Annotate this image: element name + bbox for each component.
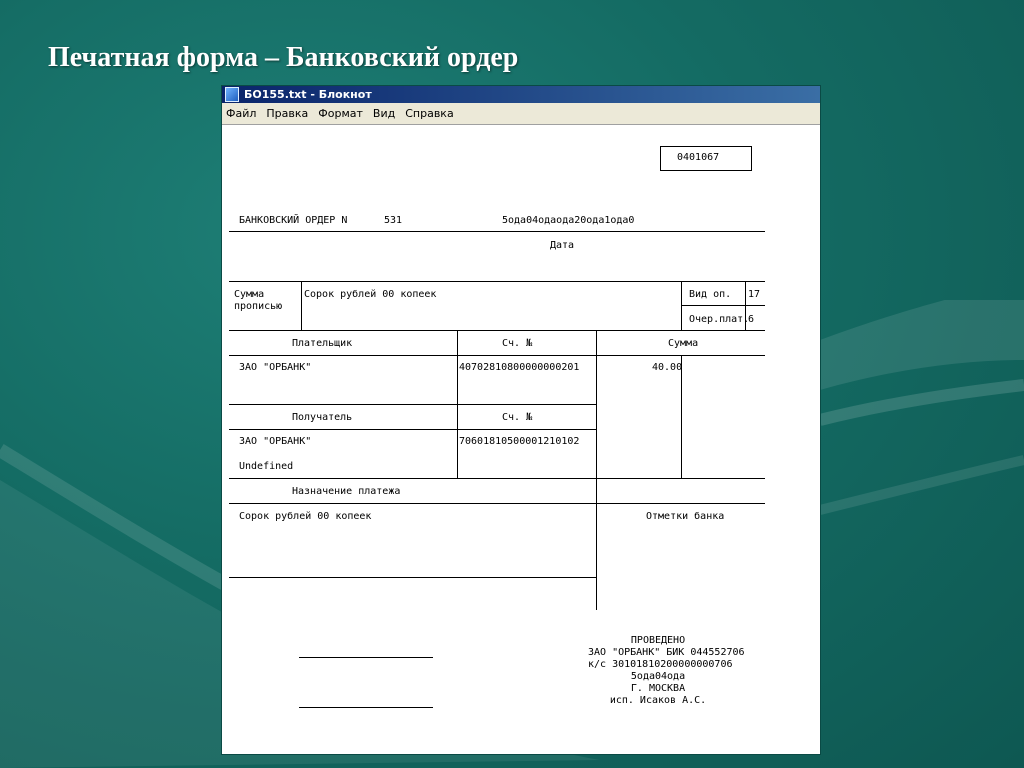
bank-stamp <box>588 635 745 707</box>
window-titlebar[interactable] <box>222 86 820 103</box>
divider <box>229 404 596 405</box>
stamp-line: ПРОВЕДЕНО <box>630 635 686 646</box>
signature-line <box>299 657 433 658</box>
op-type: 17 <box>748 289 761 300</box>
window-title: БО155.txt - Блокнот <box>244 88 372 101</box>
signature-line <box>299 707 433 708</box>
form-code: 0401067 <box>677 152 720 163</box>
menu-format[interactable]: Формат <box>318 107 363 120</box>
order-number: 531 <box>384 215 403 226</box>
divider <box>229 577 596 578</box>
divider <box>229 231 765 232</box>
order-date: 5ода04одаода20ода1ода0 <box>502 215 635 226</box>
priority-label: Очер.плат. <box>689 314 750 325</box>
stamp-line: к/с 30101810200000000706 <box>588 659 733 670</box>
divider <box>229 478 765 479</box>
priority: 6 <box>748 314 755 325</box>
sum-words-label: прописью <box>234 301 283 312</box>
payer-account: 40702810800000000201 <box>459 362 580 373</box>
divider <box>229 355 765 356</box>
purpose-header: Назначение платежа <box>292 486 401 497</box>
menu-edit[interactable]: Правка <box>266 107 309 120</box>
amount-value: 40.00 <box>652 362 683 373</box>
divider <box>229 503 765 504</box>
recipient-name: ЗАО "ОРБАНК" <box>239 436 312 447</box>
bank-marks-label: Отметки банка <box>646 511 725 522</box>
payer-header: Плательщик <box>292 338 353 349</box>
date-label: Дата <box>550 240 575 251</box>
slide-title: Печатная форма – Банковский ордер <box>48 42 519 73</box>
recipient-account-header: Сч. № <box>502 412 533 423</box>
order-label: БАНКОВСКИЙ ОРДЕР N <box>239 215 348 226</box>
stamp-line: Г. МОСКВА <box>630 683 686 694</box>
divider <box>229 330 765 331</box>
recipient-extra: Undefined <box>239 461 294 472</box>
recipient-account: 70601810500001210102 <box>459 436 580 447</box>
account-header: Сч. № <box>502 338 533 349</box>
menu-view[interactable]: Вид <box>372 107 396 120</box>
document-body[interactable] <box>222 125 820 754</box>
recipient-header: Получатель <box>292 412 353 423</box>
purpose-text: Сорок рублей 00 копеек <box>239 511 372 522</box>
divider <box>229 281 765 282</box>
op-type-label: Вид оп. <box>689 289 732 300</box>
divider <box>229 429 596 430</box>
divider <box>596 330 597 610</box>
stamp-line: 5ода04ода <box>630 671 686 682</box>
stamp-line: исп. Исаков А.С. <box>609 695 707 706</box>
payer-name: ЗАО "ОРБАНК" <box>239 362 312 373</box>
notepad-icon <box>225 87 239 102</box>
sum-words-label: Сумма <box>234 289 265 300</box>
divider <box>301 281 302 330</box>
notepad-window <box>222 86 820 754</box>
amount-header: Сумма <box>668 338 699 349</box>
menu-file[interactable]: Файл <box>226 107 257 120</box>
sum-words: Сорок рублей 00 копеек <box>304 289 437 300</box>
menu-bar <box>222 103 820 125</box>
divider <box>681 305 765 306</box>
menu-help[interactable]: Справка <box>405 107 454 120</box>
stamp-line: ЗАО "ОРБАНК" БИК 044552706 <box>588 647 745 658</box>
